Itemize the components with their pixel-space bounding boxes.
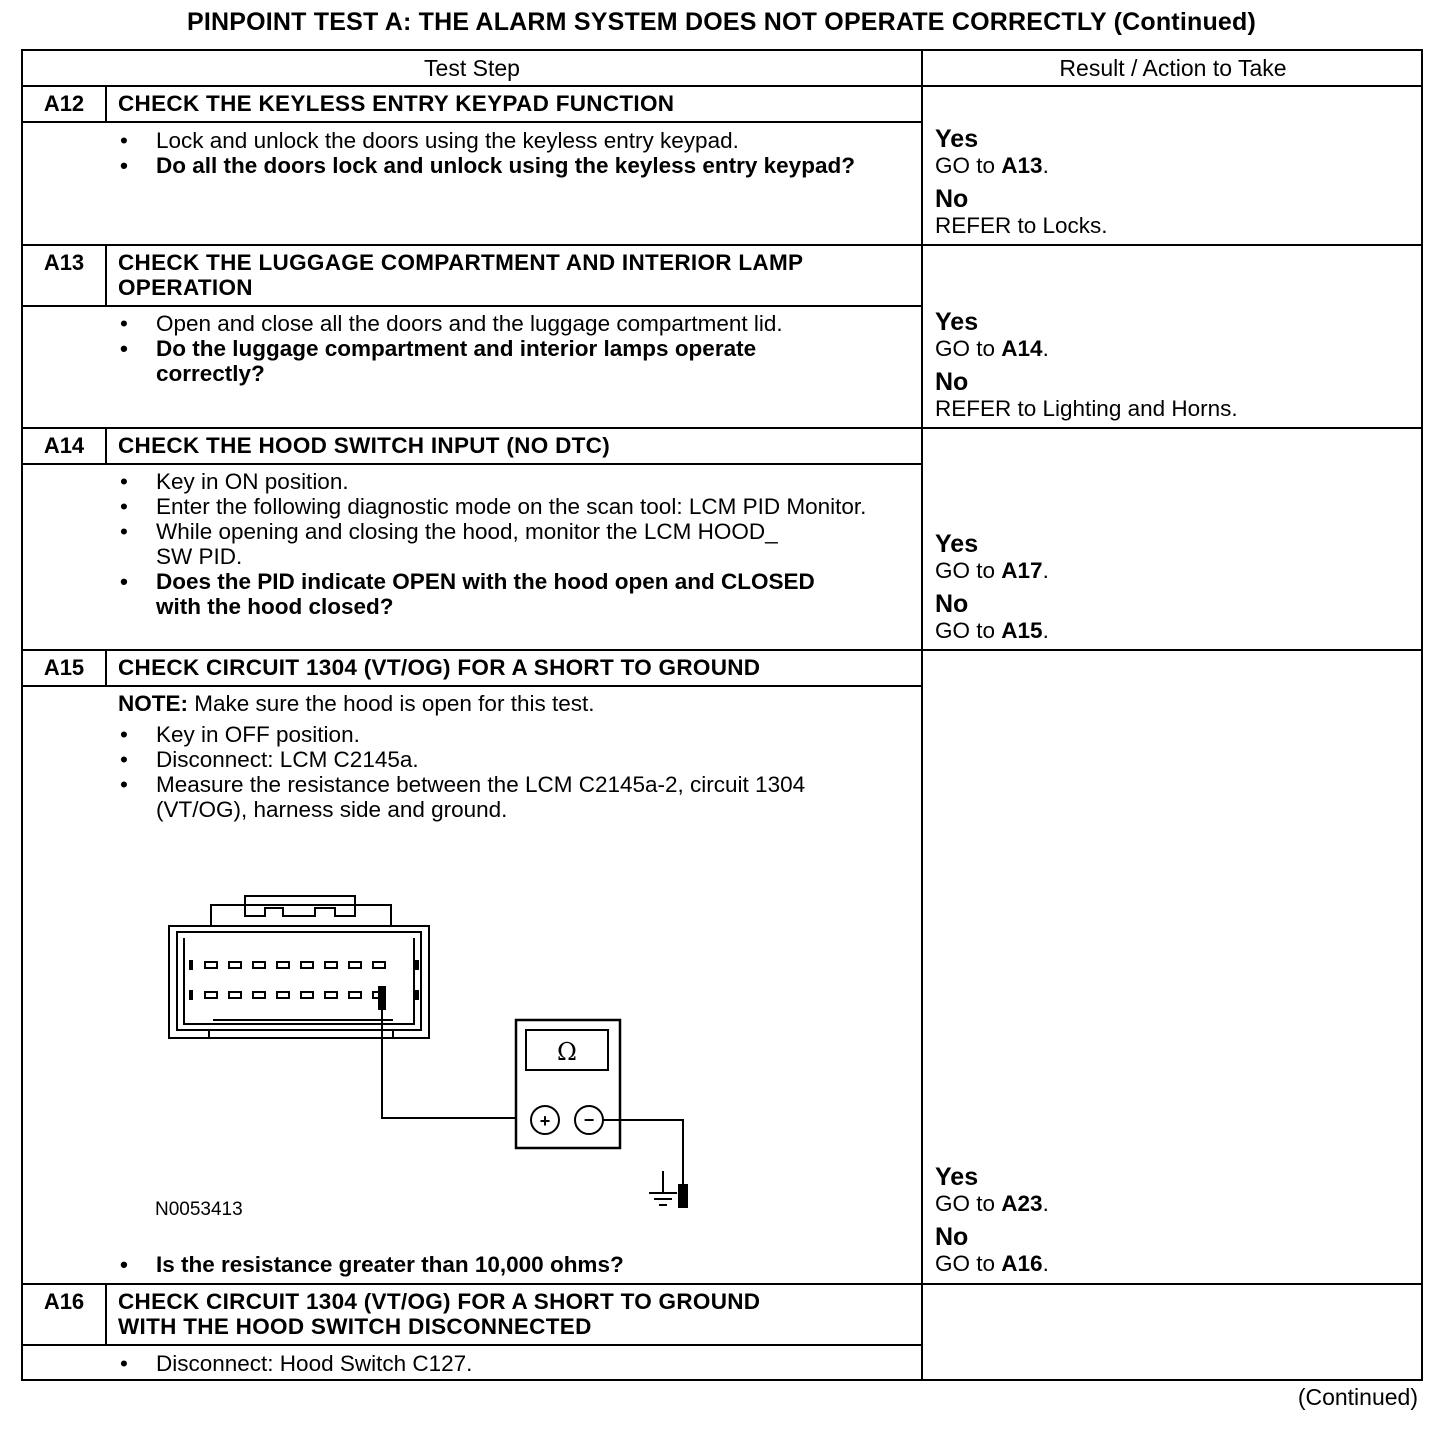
result-yes-label: Yes	[935, 530, 979, 558]
note	[118, 691, 908, 716]
bullet-item: • Open and close all the doors and the luggage compartment lid.	[118, 311, 908, 336]
ground-icon	[643, 1171, 683, 1211]
connector-inner	[177, 932, 421, 1030]
page-title: PINPOINT TEST A: THE ALARM SYSTEM DOES NOT OPERATE CORRECTLY (Continued)	[186, 8, 1257, 36]
step-rule	[23, 649, 1423, 651]
bullet-question: • Do the luggage compartment and interior lamps operate correctly?	[118, 336, 856, 386]
note-label: NOTE:	[118, 691, 188, 716]
connector-shroud	[184, 938, 414, 1024]
result-yes-label: Yes	[935, 125, 979, 153]
action-punct: .	[1042, 1191, 1049, 1216]
heading-line: CHECK THE KEYLESS ENTRY KEYPAD FUNCTION	[118, 91, 675, 116]
result-no-label: No	[935, 185, 969, 213]
action-text: GO to	[935, 336, 1002, 361]
bullet-item: • Disconnect: LCM C2145a.	[118, 747, 908, 772]
result-no-action	[935, 1251, 1049, 1276]
step-final-a15	[118, 1252, 908, 1277]
connector-pins	[205, 962, 393, 1020]
minus-sign: −	[583, 1110, 595, 1130]
connector-feet	[209, 1030, 393, 1038]
step-rule	[23, 244, 1423, 246]
bullet-item: • Measure the resistance between the LCM C2145a-2, circuit 1304 (VT/OG), harness side and ground.	[118, 772, 876, 822]
step-heading-a15	[118, 655, 760, 680]
step-body-a16	[118, 1351, 908, 1376]
step-id-divider	[105, 649, 107, 686]
action-target: A13	[1001, 153, 1043, 178]
step-heading-a13	[118, 250, 803, 300]
heading-line: CHECK THE HOOD SWITCH INPUT (NO DTC)	[118, 433, 611, 458]
result-no-label: No	[935, 590, 969, 618]
connector-body	[169, 926, 429, 1038]
heading-line: CHECK CIRCUIT 1304 (VT/OG) FOR A SHORT TO GROUND	[118, 1289, 761, 1314]
bullet-item: • Key in OFF position.	[118, 722, 908, 747]
bullet-item: • Disconnect: Hood Switch C127.	[118, 1351, 908, 1376]
bullet-question: • Does the PID indicate OPEN with the hood open and CLOSED with the hood closed?	[118, 569, 836, 619]
step-id-divider	[105, 244, 107, 306]
result-a13	[935, 309, 1238, 421]
step-id-a15: A15	[43, 655, 85, 680]
bullet-item: • Lock and unlock the doors using the keyless entry keypad.	[118, 128, 908, 153]
action-punct: .	[1042, 336, 1049, 361]
result-yes-action	[935, 1191, 1049, 1216]
action-target: A15	[1001, 618, 1043, 643]
action-target: A16	[1001, 1251, 1043, 1276]
bullet-item: • Key in ON position.	[118, 469, 908, 494]
result-no-label: No	[935, 1223, 969, 1251]
result-no-label: No	[935, 368, 969, 396]
probe-positive	[378, 986, 529, 1118]
header-test-step: Test Step	[424, 55, 520, 81]
action-punct: .	[1042, 1251, 1049, 1276]
step-id-a12: A12	[43, 91, 85, 116]
result-yes-action	[935, 153, 1108, 178]
latch-tab	[245, 905, 355, 916]
heading-line: CHECK CIRCUIT 1304 (VT/OG) FOR A SHORT TO GROUND	[118, 655, 761, 680]
step-body-a13	[118, 311, 908, 386]
heading-rule	[23, 463, 921, 465]
ohm-symbol: Ω	[557, 1038, 577, 1066]
result-yes-action	[935, 336, 1238, 361]
header-result: Result / Action to Take	[1059, 55, 1287, 81]
step-body-a12	[118, 128, 908, 178]
step-id-divider	[105, 85, 107, 122]
heading-line: WITH THE HOOD SWITCH DISCONNECTED	[118, 1314, 592, 1339]
result-a12	[935, 126, 1108, 238]
heading-rule	[23, 685, 921, 687]
bullet-item: • While opening and closing the hood, monitor the LCM HOOD_ SW PID.	[118, 519, 796, 569]
figure-id: N0053413	[155, 1199, 243, 1220]
continued-footer: (Continued)	[1297, 1384, 1418, 1410]
action-target: A14	[1001, 336, 1043, 361]
step-heading-a16	[118, 1289, 760, 1339]
step-id-a16: A16	[43, 1289, 85, 1314]
step-body-a15	[118, 691, 908, 822]
header-rule	[23, 85, 1423, 87]
column-divider	[921, 51, 923, 1381]
step-heading-a14	[118, 433, 610, 458]
result-yes-label: Yes	[935, 1163, 979, 1191]
note-text: Make sure the hood is open for this test.	[188, 691, 595, 716]
plus-sign: +	[539, 1111, 551, 1131]
action-text: GO to	[935, 1251, 1002, 1276]
action-text: GO to	[935, 153, 1002, 178]
result-no-action: REFER to Locks.	[935, 213, 1108, 238]
bullet-question: • Do all the doors lock and unlock using the keyless entry keypad?	[118, 153, 856, 178]
action-punct: .	[1042, 558, 1049, 583]
result-a14	[935, 531, 1049, 643]
action-text: GO to	[935, 618, 1002, 643]
step-rule	[23, 1283, 1423, 1285]
step-id-divider	[105, 1283, 107, 1345]
result-no-action	[935, 618, 1049, 643]
pinpoint-test-table	[21, 49, 1423, 1381]
heading-rule	[23, 1344, 921, 1346]
bullet-item: • Enter the following diagnostic mode on the scan tool: LCM PID Monitor.	[118, 494, 896, 519]
step-body-a14	[118, 469, 908, 619]
result-yes-action	[935, 558, 1049, 583]
step-rule	[23, 427, 1423, 429]
ohmmeter-connector-diagram	[153, 888, 713, 1208]
connector-latch	[211, 896, 391, 926]
bullet-question: • Is the resistance greater than 10,000 ohms?	[118, 1252, 908, 1277]
result-no-action: REFER to Lighting and Horns.	[935, 396, 1238, 421]
action-target: A23	[1001, 1191, 1043, 1216]
action-text: GO to	[935, 1191, 1002, 1216]
action-punct: .	[1042, 618, 1049, 643]
step-id-a13: A13	[43, 250, 85, 275]
action-text: GO to	[935, 558, 1002, 583]
action-target: A17	[1001, 558, 1043, 583]
heading-rule	[23, 121, 921, 123]
step-id-a14: A14	[43, 433, 85, 458]
step-heading-a12	[118, 91, 674, 116]
heading-rule	[23, 305, 921, 307]
result-yes-label: Yes	[935, 308, 979, 336]
heading-line: CHECK THE LUGGAGE COMPARTMENT AND INTERIOR LAMP	[118, 250, 804, 275]
ohmmeter	[516, 1020, 620, 1148]
heading-line: OPERATION	[118, 275, 253, 300]
step-id-divider	[105, 427, 107, 464]
result-a15	[935, 1164, 1049, 1276]
action-punct: .	[1042, 153, 1049, 178]
